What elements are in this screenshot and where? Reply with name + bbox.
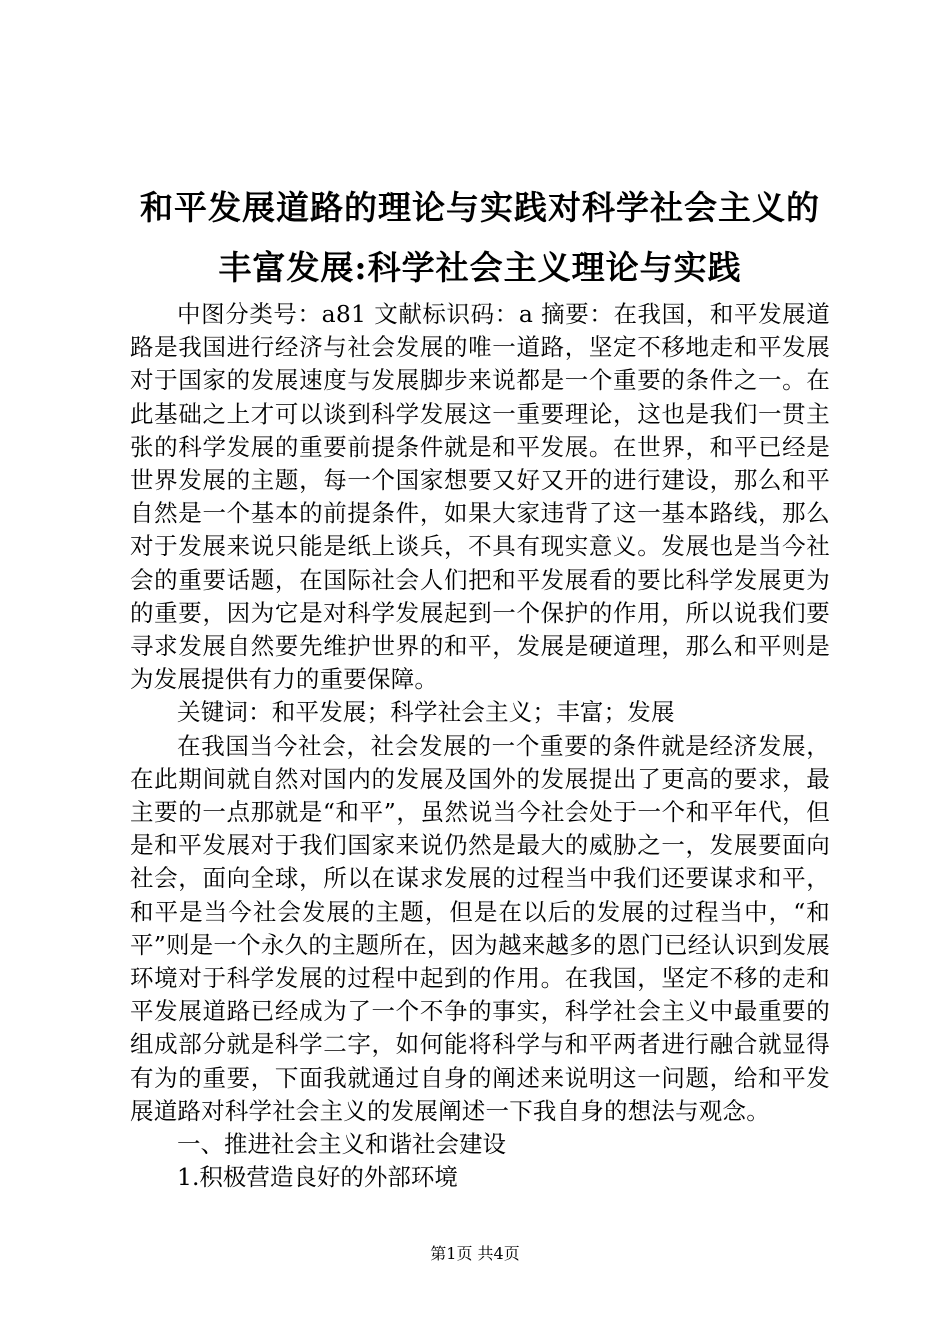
page-number-footer: 第1页 共4页 xyxy=(430,1244,520,1263)
document-title-line-1: 和平发展道路的理论与实践对科学社会主义的 xyxy=(140,188,820,227)
section-heading-1: 一、推进社会主义和谐社会建设 xyxy=(177,1130,506,1159)
intro-paragraph: 在我国当今社会，社会发展的一个重要的条件就是经济发展，在此期间就自然对国内的发展及国外的发展提出了更高的要求，最主要的一点那就是“和平”，虽然说当今社会处于一个和平年代，但是和平发展对于我们国家来说仍然是最大的威胁之一，发展要面向社会，面向全球，所以在谋求发展的过程当中我们还要谋求和平，和平是当今社会发展的主题，但是在以后的发展的过程当中，“和平”则是一个永久的主题所在，因为越来越多的恩门已经认识到发展环境对于科学发展的过程中起到的作用。在我国，坚定不移的走和平发展道路已经成为了一个不争的事实，科学社会主义中最重要的组成部分就是科学二字，如何能将科学与和平两者进行融合就显得有为的重要，下面我就通过自身的阐述来说明这一问题，给和平发展道路对科学社会主义的发展阐述一下我自身的想法与观念。 xyxy=(130,731,830,1125)
subsection-heading-1-1: 1.积极营造良好的外部环境 xyxy=(177,1163,458,1192)
document-body xyxy=(130,298,830,1194)
abstract-paragraph: 中图分类号：a81 文献标识码：a 摘要：在我国，和平发展道路是我国进行经济与社会发展的唯一道路，坚定不移地走和平发展对于国家的发展速度与发展脚步来说都是一个重要的条件之一。在此基础之上才可以谈到科学发展这一重要理论，这也是我们一贯主张的科学发展的重要前提条件就是和平发展。在世界，和平已经是世界发展的主题，每一个国家想要又好又开的进行建设，那么和平自然是一个基本的前提条件，如果大家违背了这一基本路线，那么对于发展来说只能是纸上谈兵，不具有现实意义。发展也是当今社会的重要话题，在国际社会人们把和平发展看的要比科学发展更为的重要，因为它是对科学发展起到一个保护的作用，所以说我们要寻求发展自然要先维护世界的和平，发展是硬道理，那么和平则是为发展提供有力的重要保障。 xyxy=(130,300,830,694)
keywords-paragraph: 关键词：和平发展；科学社会主义；丰富；发展 xyxy=(177,698,675,727)
document-title-line-2: 丰富发展:科学社会主义理论与实践 xyxy=(218,248,742,287)
